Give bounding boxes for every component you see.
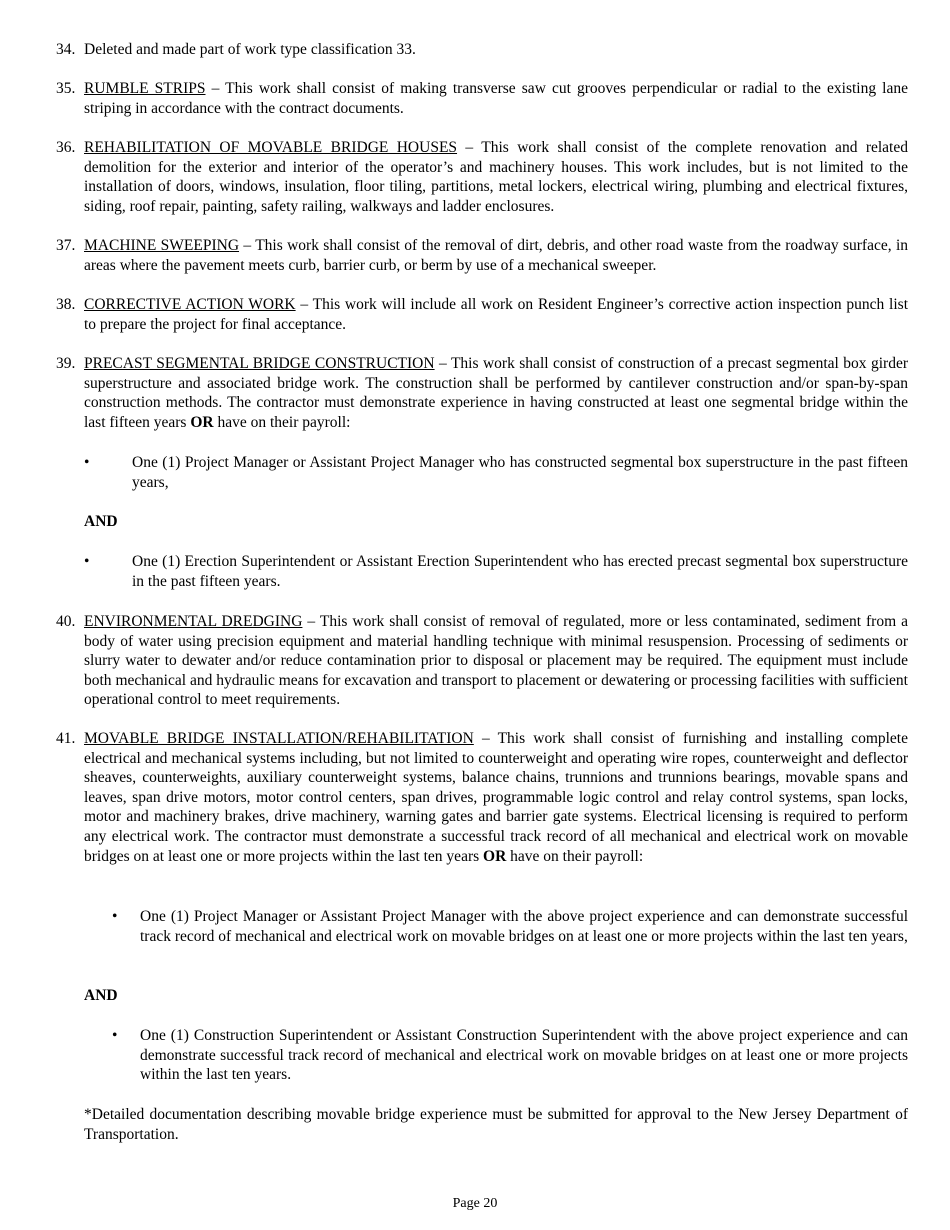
item-40 bbox=[56, 612, 908, 710]
bullet-text: One (1) Project Manager or Assistant Project Manager with the above project experience and can demonstrate successful track record of mechanical and electrical work on movable bridges on at least one or more projects within the last ten years, bbox=[140, 908, 908, 945]
item-body bbox=[84, 729, 908, 866]
item-number: 41. bbox=[56, 730, 76, 747]
item-text: – This work will include all work on Resident Engineer’s corrective action inspection punch list to prepare the project for final acceptance. bbox=[84, 296, 908, 333]
item-text: – This work shall consist of construction of a precast segmental box girder superstructure and associated bridge work. The construction shall be performed by cantilever construction and/or span-by-span construction methods. The contractor must demonstrate experience in having constructed at least one segmental bridge within the last fifteen years bbox=[84, 355, 909, 431]
item-37 bbox=[56, 236, 908, 275]
item-title: MACHINE SWEEPING bbox=[84, 237, 240, 254]
bullet-41-1 bbox=[112, 907, 908, 946]
item-number: 40. bbox=[56, 613, 76, 630]
page-number: Page 20 bbox=[452, 1196, 498, 1211]
footnote: *Detailed documentation describing movable bridge experience must be submitted for approval to the New Jersey Department of Transportation. bbox=[84, 1106, 908, 1143]
item-35 bbox=[56, 79, 908, 118]
item-41 bbox=[56, 729, 908, 866]
item-text-after: have on their payroll: bbox=[213, 413, 351, 431]
item-title: CORRECTIVE ACTION WORK bbox=[84, 296, 296, 313]
bullet-39-2 bbox=[84, 552, 908, 591]
item-34 bbox=[56, 40, 908, 60]
item-number: 34. bbox=[56, 41, 76, 58]
item-39 bbox=[56, 354, 908, 432]
or-keyword: OR bbox=[190, 413, 214, 431]
or-keyword: OR bbox=[483, 847, 507, 865]
bullet-dot: • bbox=[84, 553, 90, 570]
item-body bbox=[84, 295, 908, 334]
and-label: AND bbox=[84, 987, 118, 1004]
item-text: – This work shall consist of the removal of dirt, debris, and other road waste from the roadway surface, in areas where the pavement meets curb, barrier curb, or berm by use of a mechanical sweeper. bbox=[84, 237, 908, 274]
item-title: ENVIRONMENTAL DREDGING bbox=[84, 613, 303, 630]
item-number: 39. bbox=[56, 355, 76, 372]
bullet-text: One (1) Construction Superintendent or Assistant Construction Superintendent with the above project experience and can demonstrate successful track record of mechanical and electrical work on movable bridges on at least one or more projects within the last ten years. bbox=[140, 1027, 908, 1084]
item-body bbox=[84, 138, 908, 216]
item-text-after: have on their payroll: bbox=[506, 847, 644, 865]
item-number: 36. bbox=[56, 139, 76, 156]
item-number: 38. bbox=[56, 296, 76, 313]
item-title: REHABILITATION OF MOVABLE BRIDGE HOUSES bbox=[84, 139, 458, 156]
bullet-41-2 bbox=[112, 1026, 908, 1085]
item-number: 37. bbox=[56, 237, 76, 254]
item-number: 35. bbox=[56, 80, 76, 97]
item-text: – This work shall consist of furnishing and installing complete electrical and mechanical systems including, but not limited to counterweight and operating wire ropes, counterweight and deflector sheaves, counterweights, auxiliary counterweight systems, balance chains, trunnions and trunnions bearings, movable spans and leaves, span drive motors, motor control centers, span drives, programmable logic control and relay control systems, span locks, motor and machinery brakes, drive machinery, warning gates and barrier gate systems. Electrical licensing is required to perform any electrical work. The contractor must demonstrate a successful track record of all mechanical and electrical work on movable bridges on at least one or more projects within the last ten years bbox=[84, 730, 908, 865]
item-body bbox=[84, 354, 908, 432]
bullet-text: One (1) Erection Superintendent or Assistant Erection Superintendent who has erected precast segmental box superstructure in the past fifteen years. bbox=[132, 553, 908, 590]
item-body bbox=[84, 79, 908, 118]
bullet-text: One (1) Project Manager or Assistant Project Manager who has constructed segmental box superstructure in the past fifteen years, bbox=[132, 454, 908, 491]
item-38 bbox=[56, 295, 908, 334]
item-title: PRECAST SEGMENTAL BRIDGE CONSTRUCTION bbox=[84, 355, 435, 372]
item-36 bbox=[56, 138, 908, 216]
item-text: – This work shall consist of making transverse saw cut grooves perpendicular or radial to the existing lane striping in accordance with the contract documents. bbox=[84, 80, 908, 117]
and-label: AND bbox=[84, 513, 118, 530]
item-text: – This work shall consist of removal of regulated, more or less contaminated, sediment from a body of water using precision equipment and material handling technique with minimal resuspension. Processing of sediments or slurry water to dewater and/or reduce contamination prior to disposal or placement may be required. The equipment must include both mechanical and hydraulic means for excavation and transport to placement or dewatering or processing facilities with sufficient operational control to meet requirements. bbox=[84, 613, 908, 709]
item-body bbox=[84, 612, 908, 710]
item-title: MOVABLE BRIDGE INSTALLATION/REHABILITATION bbox=[84, 730, 474, 747]
bullet-dot: • bbox=[112, 908, 118, 925]
item-text: Deleted and made part of work type classification 33. bbox=[84, 41, 416, 58]
item-body bbox=[84, 236, 908, 275]
item-title: RUMBLE STRIPS bbox=[84, 80, 206, 97]
item-text: – This work shall consist of the complete renovation and related demolition for the exterior and interior of the operator’s and machinery houses. This work includes, but is not limited to the installation of doors, windows, insulation, floor tiling, partitions, metal lockers, electrical wiring, plumbing and electrical fixtures, siding, roof repair, painting, safety railing, walkways and ladder enclosures. bbox=[84, 139, 908, 215]
bullet-39-1 bbox=[84, 453, 908, 492]
bullet-dot: • bbox=[84, 454, 90, 471]
bullet-dot: • bbox=[112, 1027, 118, 1044]
